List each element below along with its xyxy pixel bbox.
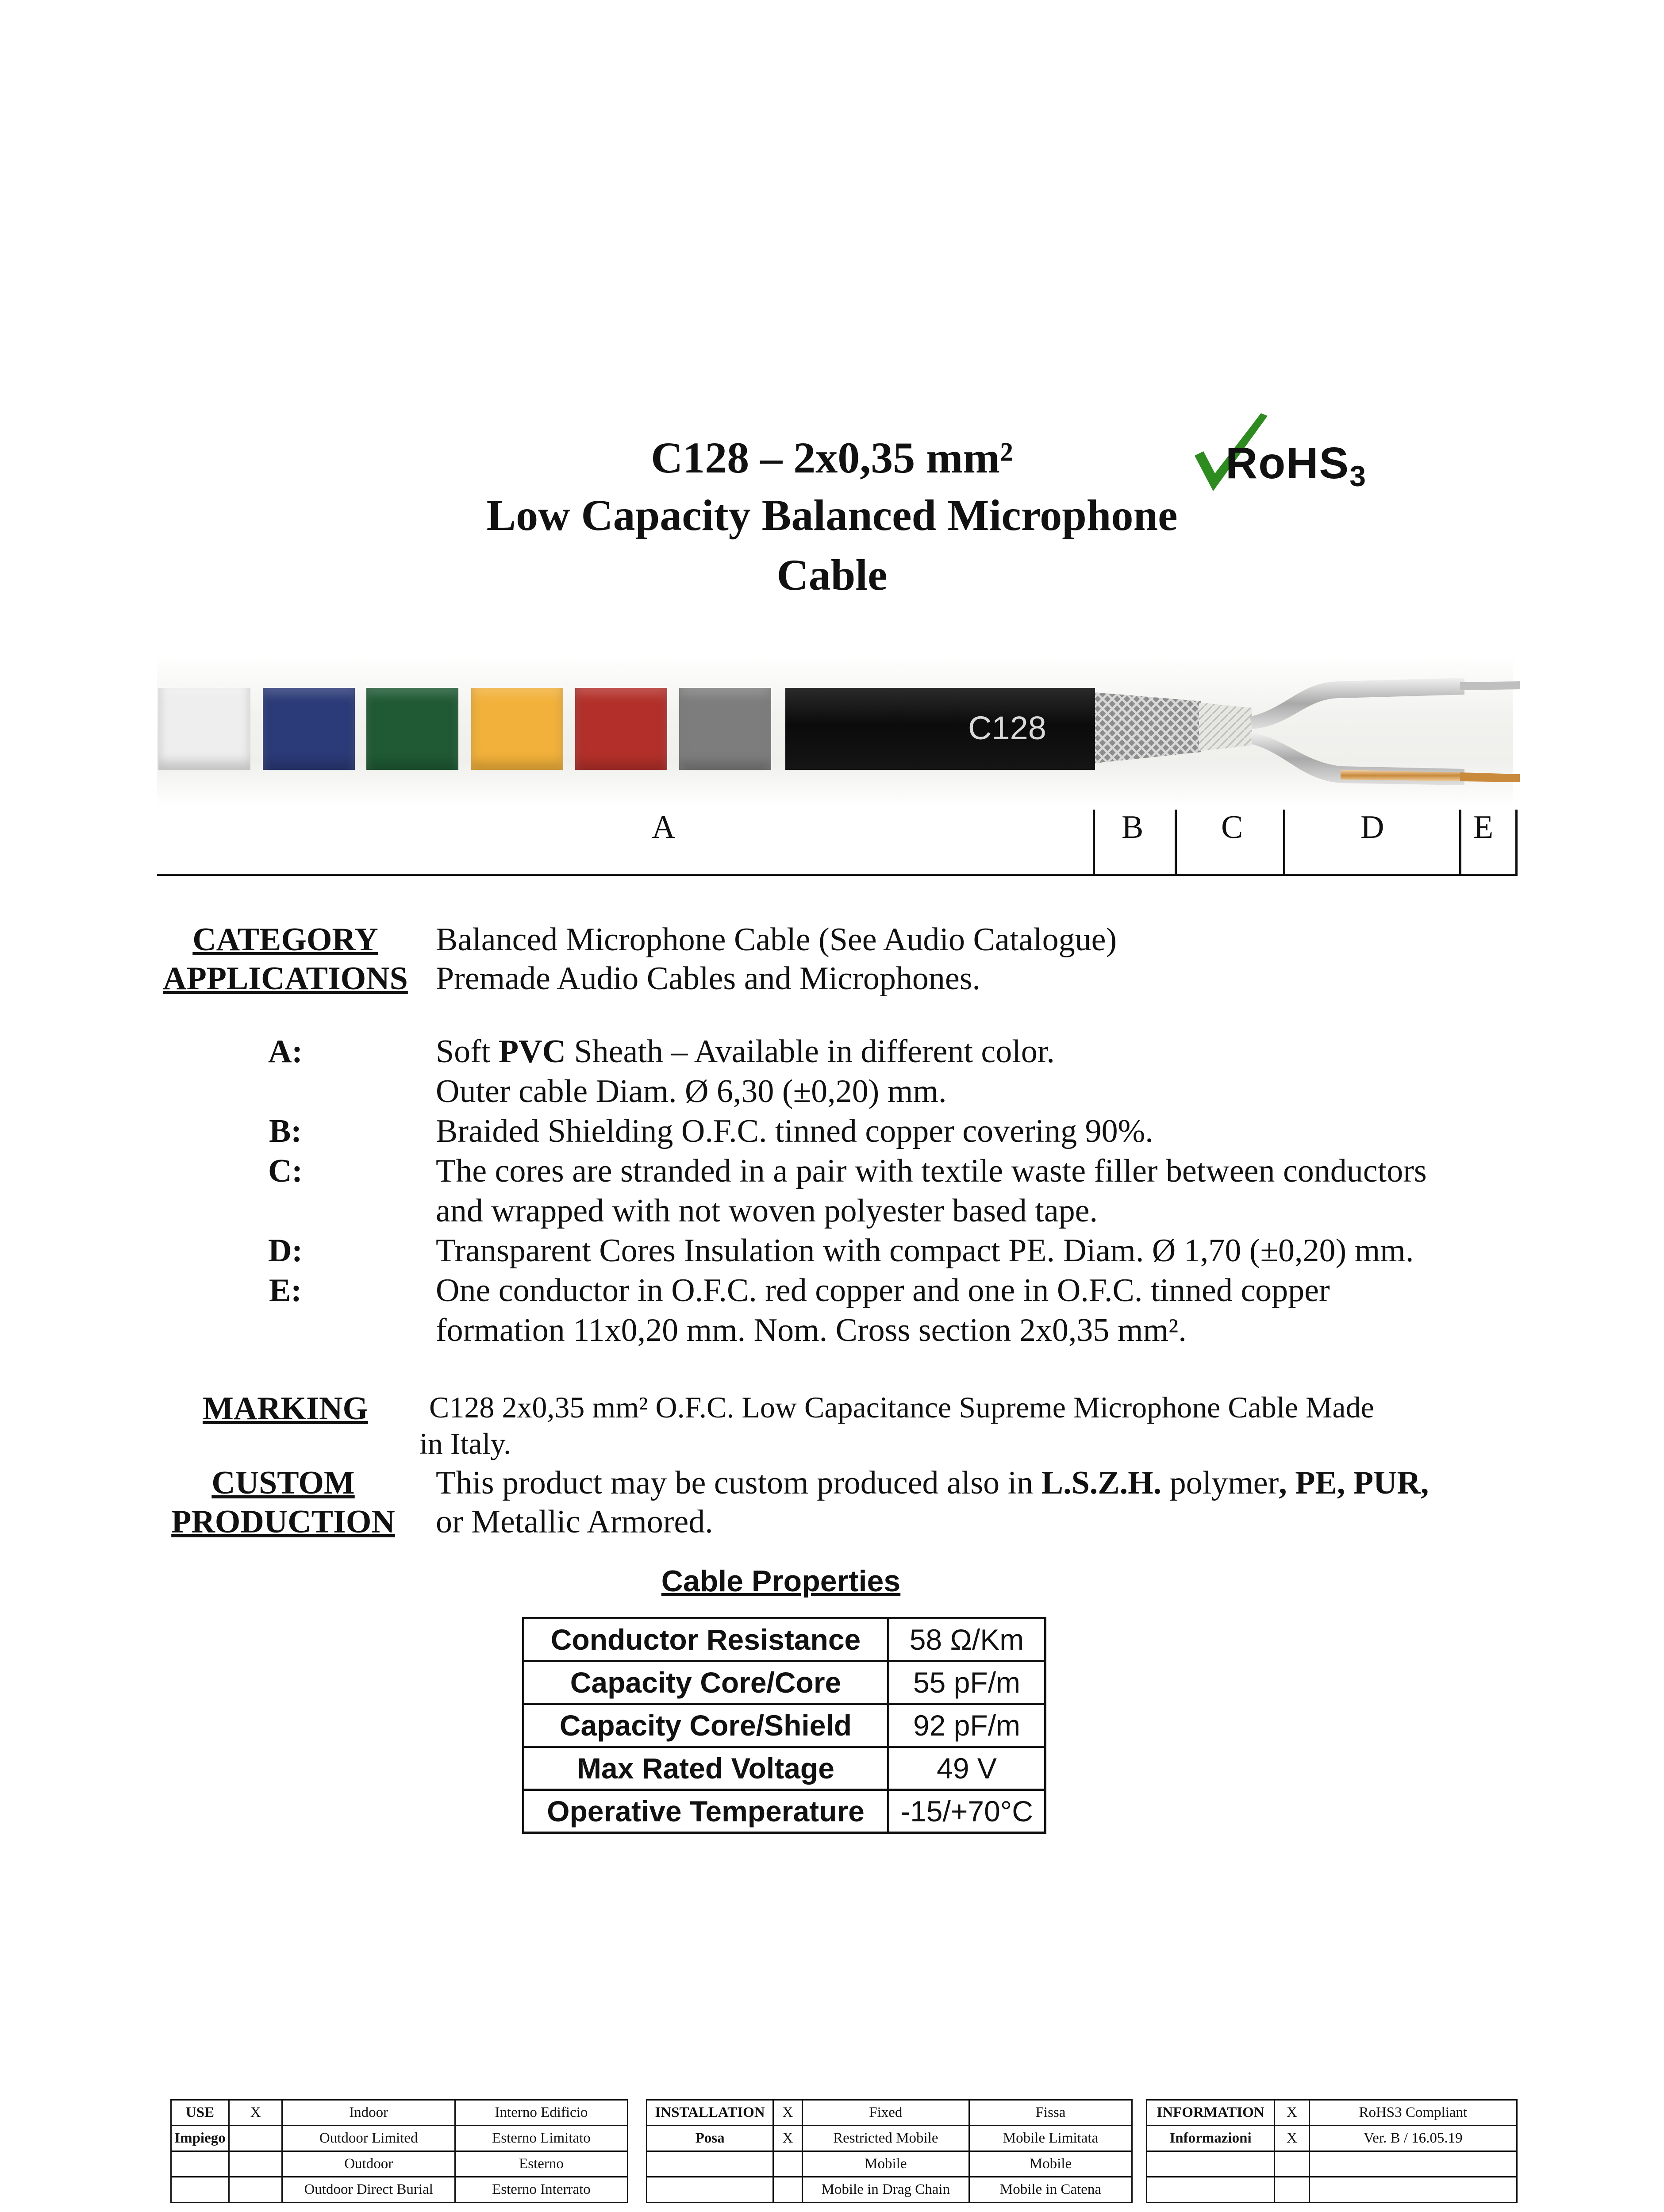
table-row [171, 2126, 628, 2151]
section-label-b: B [1122, 809, 1144, 845]
use-mark: X [229, 2100, 282, 2126]
use-mark [229, 2126, 282, 2151]
use-option-en: Outdoor [282, 2151, 455, 2177]
cable-properties-table [522, 1617, 1046, 1834]
information-table [1146, 2099, 1518, 2203]
section-label-d: D [1360, 809, 1384, 845]
installation-header-it: Posa [647, 2126, 773, 2151]
installation-option-en: Restricted Mobile [802, 2126, 969, 2151]
spec-label-a: A: [268, 1033, 303, 1070]
installation-option-it: Mobile [969, 2151, 1132, 2177]
marking-line-2: in Italy. [419, 1427, 511, 1460]
use-option-it: Esterno Limitato [455, 2126, 627, 2151]
section-label-a: A [652, 809, 676, 845]
product-title-line-3: Cable [776, 550, 888, 599]
property-name: Operative Temperature [523, 1790, 888, 1833]
color-swatch-yellow [471, 688, 563, 770]
table-row [523, 1661, 1045, 1704]
custom-line-2: or Metallic Armored. [436, 1504, 713, 1540]
installation-header: INSTALLATION [647, 2100, 773, 2126]
installation-option-en: Mobile in Drag Chain [802, 2177, 969, 2203]
information-mark: X [1275, 2100, 1310, 2126]
color-swatch-red [575, 688, 667, 770]
installation-table [646, 2099, 1133, 2203]
property-name: Capacity Core/Core [523, 1661, 888, 1704]
spec-label-d: D: [268, 1233, 303, 1269]
spec-e-line-1: One conductor in O.F.C. red copper and one in O.F.C. tinned copper [436, 1272, 1330, 1309]
use-option-en: Outdoor Direct Burial [282, 2177, 455, 2203]
installation-option-en: Mobile [802, 2151, 969, 2177]
section-divider-c-d [1283, 810, 1285, 876]
use-header: USE [171, 2100, 229, 2126]
use-option-it: Esterno Interrato [455, 2177, 627, 2203]
product-title-line-1: C128 – 2x0,35 mm² [651, 433, 1013, 482]
table-row [523, 1704, 1045, 1747]
applications-value: Premade Audio Cables and Microphones. [436, 960, 981, 997]
table-row [1147, 2100, 1517, 2126]
use-option-en: Indoor [282, 2100, 455, 2126]
table-row [171, 2100, 628, 2126]
table-row [523, 1790, 1045, 1833]
use-mark [229, 2151, 282, 2177]
installation-mark [773, 2151, 802, 2177]
color-swatch-blue [263, 688, 355, 770]
property-name: Max Rated Voltage [523, 1747, 888, 1790]
table-row [1147, 2151, 1517, 2177]
copper-conductor [1460, 772, 1520, 782]
use-mark [229, 2177, 282, 2203]
rohs-logo-text: RoHS [1226, 438, 1350, 488]
table-row [523, 1747, 1045, 1790]
property-value: 55 pF/m [888, 1661, 1045, 1704]
installation-mark [773, 2177, 802, 2203]
section-label-c: C [1221, 809, 1243, 845]
property-name: Capacity Core/Shield [523, 1704, 888, 1747]
information-mark: X [1275, 2126, 1310, 2151]
information-mark [1275, 2151, 1310, 2177]
spec-a-line-1 [436, 1032, 1055, 1071]
product-title-line-2: Low Capacity Balanced Microphone [486, 491, 1178, 540]
spec-b-line-1: Braided Shielding O.F.C. tinned copper covering 90%. [436, 1113, 1153, 1149]
table-row [171, 2177, 628, 2203]
section-divider-b-c [1175, 810, 1177, 876]
table-row [1147, 2126, 1517, 2151]
table-row [647, 2126, 1132, 2151]
table-row [523, 1618, 1045, 1661]
installation-mark: X [773, 2126, 802, 2151]
installation-option-it: Fissa [969, 2100, 1132, 2126]
category-label: CATEGORY [192, 922, 378, 958]
cable-sheath [785, 688, 1095, 770]
color-swatch-white [158, 688, 250, 770]
section-divider-d-e [1459, 810, 1461, 876]
marking-label: MARKING [202, 1390, 369, 1427]
information-value [1309, 2177, 1517, 2203]
marking-line-1: C128 2x0,35 mm² O.F.C. Low Capacitance Supreme Microphone Cable Made [429, 1390, 1374, 1424]
production-label: PRODUCTION [171, 1504, 395, 1540]
custom-line-1 [436, 1463, 1429, 1502]
custom-label: CUSTOM [211, 1465, 355, 1501]
information-value [1309, 2151, 1517, 2177]
table-row [171, 2151, 628, 2177]
custom-lszh: L.S.Z.H. [1041, 1465, 1162, 1501]
color-swatch-green [366, 688, 458, 770]
cable-inner-structure [1093, 650, 1522, 810]
table-row [647, 2151, 1132, 2177]
spec-label-e: E: [269, 1272, 302, 1309]
installation-option-it: Mobile in Catena [969, 2177, 1132, 2203]
custom-pe-pur: , PE, PUR, [1279, 1465, 1429, 1501]
information-value: RoHS3 Compliant [1309, 2100, 1517, 2126]
use-table [170, 2099, 628, 2203]
rohs-logo-sub: 3 [1349, 460, 1367, 492]
table-row [1147, 2177, 1517, 2203]
spec-e-line-2: formation 11x0,20 mm. Nom. Cross section 2x0,35 mm². [436, 1312, 1187, 1348]
property-name: Conductor Resistance [523, 1618, 888, 1661]
property-value: 92 pF/m [888, 1704, 1045, 1747]
spec-label-c: C: [268, 1153, 303, 1189]
sheath-marking-label: C128 [968, 710, 1046, 746]
section-divider-a-b [1093, 810, 1095, 876]
section-label-e: E [1473, 809, 1494, 845]
information-header-it: Informazioni [1147, 2126, 1275, 2151]
spec-d-line-1: Transparent Cores Insulation with compact PE. Diam. Ø 1,70 (±0,20) mm. [436, 1233, 1414, 1269]
braided-shield [1095, 692, 1201, 763]
use-option-it: Interno Edificio [455, 2100, 627, 2126]
spec-c-line-1: The cores are stranded in a pair with textile waste filler between conductors [436, 1153, 1427, 1189]
cable-properties-title: Cable Properties [661, 1564, 901, 1598]
spec-c-line-2: and wrapped with not woven polyester based tape. [436, 1193, 1098, 1229]
information-header: INFORMATION [1147, 2100, 1275, 2126]
tinned-conductor [1460, 681, 1520, 690]
custom-polymer: polymer [1161, 1465, 1279, 1501]
use-option-it: Esterno [455, 2151, 627, 2177]
use-option-en: Outdoor Limited [282, 2126, 455, 2151]
installation-option-en: Fixed [802, 2100, 969, 2126]
section-divider-line [157, 874, 1518, 876]
information-mark [1275, 2177, 1310, 2203]
category-value: Balanced Microphone Cable (See Audio Catalogue) [436, 922, 1117, 958]
information-value: Ver. B / 16.05.19 [1309, 2126, 1517, 2151]
applications-label: APPLICATIONS [163, 960, 408, 997]
color-swatch-grey [679, 688, 771, 770]
table-row [647, 2177, 1132, 2203]
spec-label-b: B: [269, 1113, 302, 1149]
spec-a-text: Soft [436, 1033, 499, 1070]
spec-a-text-end: Sheath – Available in different color. [565, 1033, 1055, 1070]
use-header-it: Impiego [171, 2126, 229, 2151]
property-value: 58 Ω/Km [888, 1618, 1045, 1661]
spec-a-line-2: Outer cable Diam. Ø 6,30 (±0,20) mm. [436, 1073, 947, 1110]
custom-text: This product may be custom produced also in [436, 1465, 1041, 1501]
installation-option-it: Mobile Limitata [969, 2126, 1132, 2151]
polyester-tape [1199, 703, 1252, 751]
property-value: -15/+70°C [888, 1790, 1045, 1833]
tinned-core [1250, 678, 1464, 729]
installation-mark: X [773, 2100, 802, 2126]
spec-a-material: PVC [498, 1033, 566, 1070]
rohs-logo [1186, 407, 1389, 509]
table-row [647, 2100, 1132, 2126]
property-value: 49 V [888, 1747, 1045, 1790]
section-divider-end [1515, 810, 1518, 876]
